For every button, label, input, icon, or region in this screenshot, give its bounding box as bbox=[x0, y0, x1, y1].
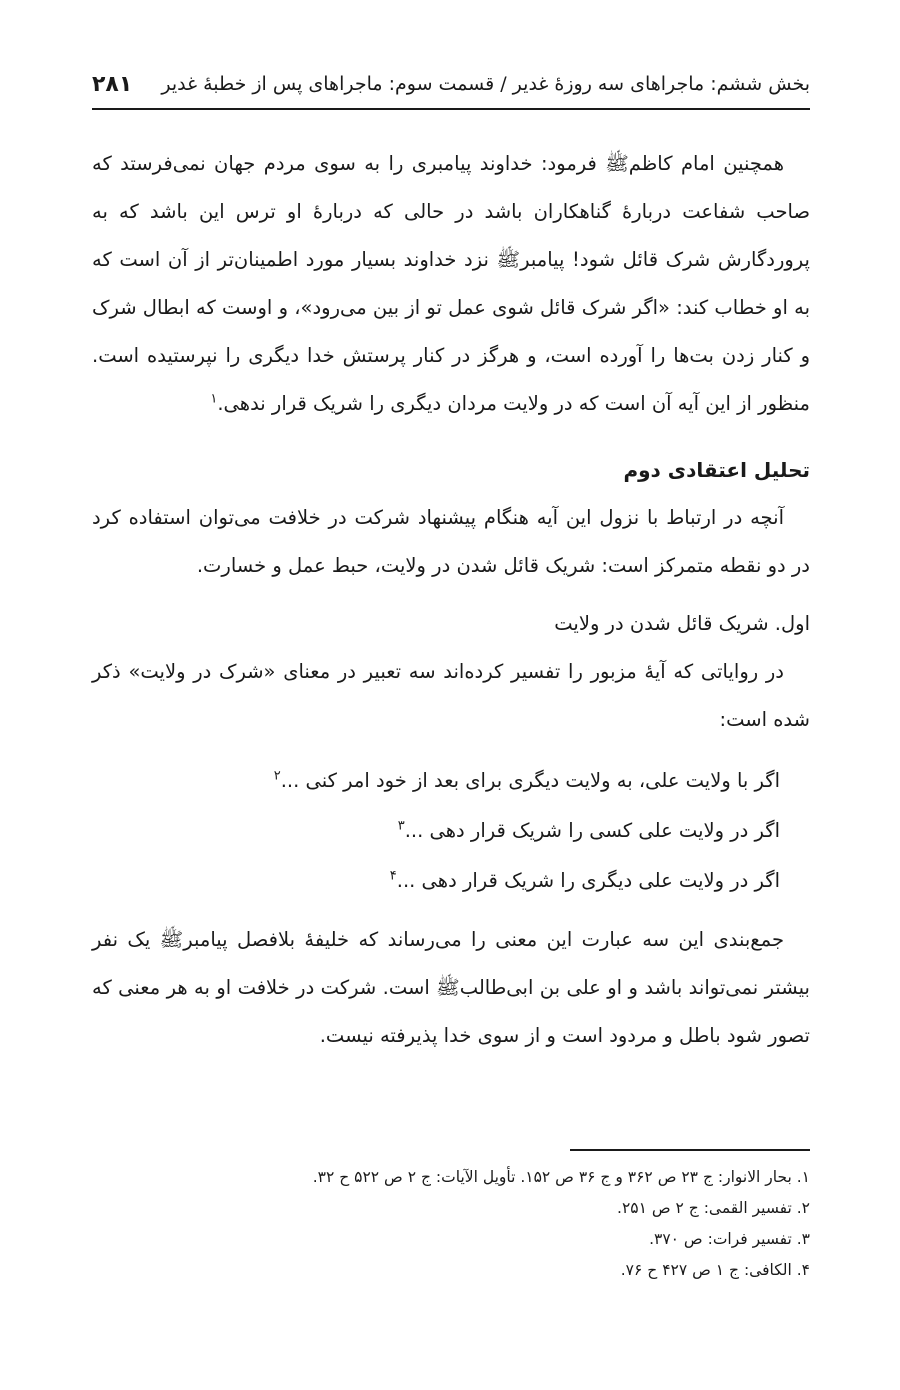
quote-text-2: اگر در ولایت علی کسی را شریک قرار دهی ... bbox=[404, 819, 780, 842]
page-number: ۲۸۱ bbox=[92, 71, 133, 97]
quote-text-1: اگر با ولایت علی، به ولایت دیگری برای بعد از خود امر کنی ... bbox=[280, 769, 780, 792]
subsection-heading: اول. شریک قائل شدن در ولایت bbox=[554, 612, 810, 635]
footnote-ref-1: ۱ bbox=[210, 391, 218, 407]
quote-line-3 bbox=[92, 856, 780, 906]
running-header bbox=[92, 70, 810, 110]
paragraph-2: آنچه در ارتباط با نزول این آیه هنگام پیشنهاد شرکت در خلافت می‌توان استفاده کرد در دو نقطه متمرکز است: شریک قائل شدن در ولایت، حبط عمل و خسارت. bbox=[92, 506, 810, 577]
footnote-ref-4: ۴ bbox=[389, 868, 397, 884]
paragraph-1-text: همچنین امام کاظم‌ﷺ فرمود: خداوند پیامبری را به سوی مردم جهان نمی‌فرستد که صاحب شفاعت دربارۀ گناهکاران باشد در حالی که دربارۀ او ترس این باشد که به پروردگارش شرک قائل شود! پیامبرﷺ نزد خداوند بسیار مورد اطمینان‌تر از آن است که به او خطاب کند: «اگر شرک قائل شوی عمل تو از بین می‌رود»، و اوست که ابطال شرک و کنار زدن بت‌ها را آورده است، و هرگز در کنار پرستش خدا دیگری را نپرستیده است. منظور از این آیه آن است که در ولایت مردان دیگری را شریک قرار ندهی. bbox=[92, 152, 810, 415]
quote-block bbox=[92, 756, 810, 906]
quote-line-2 bbox=[92, 806, 780, 856]
quote-text-3: اگر در ولایت علی دیگری را شریک قرار دهی ... bbox=[396, 869, 780, 892]
footnotes bbox=[92, 1162, 810, 1286]
paragraph-4: جمع‌بندی این سه عبارت این معنی را می‌رساند که خلیفۀ بلافصل پیامبرﷺ یک نفر بیشتر نمی‌تواند باشد و او علی بن ابی‌طالب‌ﷺ است. شرکت در خلافت او به هر معنی که تصور شود باطل و مردود است و از سوی خدا پذیرفته نیست. bbox=[92, 928, 810, 1047]
footnote-3: ۳. تفسیر فرات: ص ۳۷۰. bbox=[649, 1230, 810, 1248]
header-title: بخش ششم: ماجراهای سه روزۀ غدیر / قسمت سوم: ماجراهای پس از خطبۀ غدیر bbox=[161, 73, 810, 95]
footnote-2: ۲. تفسیر القمی: ج ۲ ص ۲۵۱. bbox=[617, 1199, 810, 1217]
section-heading: تحلیل اعتقادی دوم bbox=[623, 458, 810, 482]
paragraph-1 bbox=[92, 140, 810, 428]
footnote-1: ۱. بحار الانوار: ج ۲۳ ص ۳۶۲ و ج ۳۶ ص ۱۵۲. تأویل الآیات: ج ۲ ص ۵۲۲ ح ۳۲. bbox=[312, 1168, 810, 1186]
footnote-divider bbox=[570, 1149, 810, 1151]
footnote-4: ۴. الکافی: ج ۱ ص ۴۲۷ ح ۷۶. bbox=[620, 1261, 810, 1279]
footnote-ref-2: ۲ bbox=[273, 768, 281, 784]
page-body bbox=[92, 140, 810, 1060]
paragraph-3: در روایاتی که آیۀ مزبور را تفسیر کرده‌اند سه تعبیر در معنای «شرک در ولایت» ذکر شده است: bbox=[92, 660, 810, 731]
quote-line-1 bbox=[92, 756, 780, 806]
footnote-ref-3: ۳ bbox=[397, 818, 405, 834]
